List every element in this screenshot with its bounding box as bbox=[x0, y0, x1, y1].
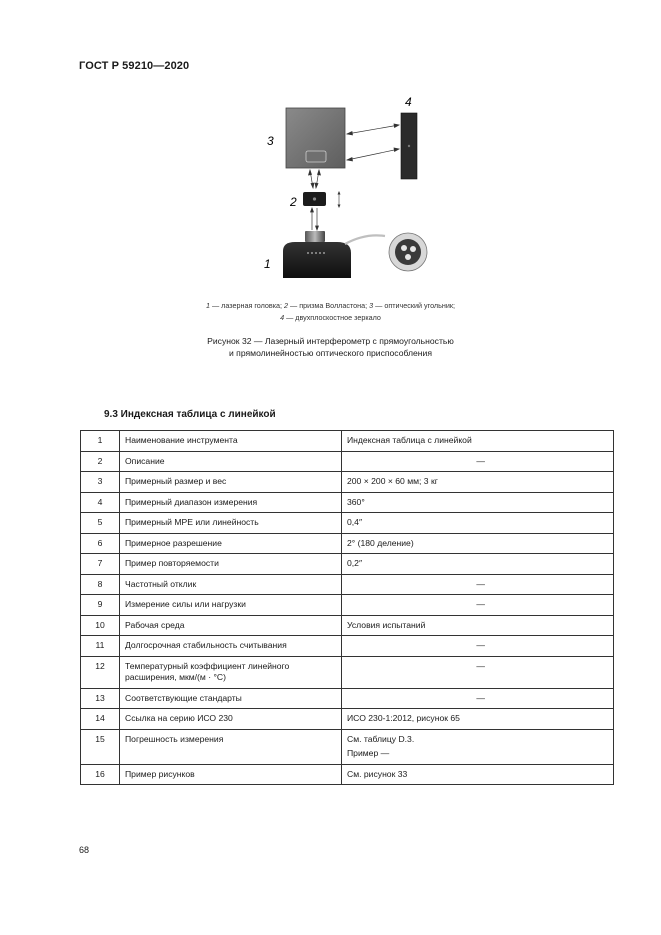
row-parameter: Соответствующие стандарты bbox=[120, 688, 342, 709]
row-value bbox=[342, 431, 614, 452]
table-row bbox=[81, 656, 614, 688]
table-row bbox=[81, 636, 614, 657]
table-row bbox=[81, 451, 614, 472]
row-number: 6 bbox=[81, 533, 120, 554]
row-number: 9 bbox=[81, 595, 120, 616]
row-number: 7 bbox=[81, 554, 120, 575]
row-value-text: — bbox=[476, 578, 485, 589]
row-number: 14 bbox=[81, 709, 120, 730]
table-row bbox=[81, 688, 614, 709]
row-value-text: 0,4″ bbox=[347, 517, 362, 527]
row-value-text: — bbox=[476, 660, 485, 671]
table-row bbox=[81, 764, 614, 785]
figure-label-1: 1 bbox=[264, 257, 271, 271]
row-parameter: Примерный размер и вес bbox=[120, 472, 342, 493]
row-value bbox=[342, 636, 614, 657]
row-value bbox=[342, 472, 614, 493]
table-row bbox=[81, 431, 614, 452]
interferometer-figure bbox=[255, 88, 455, 288]
connector-detail bbox=[389, 233, 427, 271]
table-row bbox=[81, 729, 614, 764]
row-value bbox=[342, 729, 614, 764]
table-row bbox=[81, 595, 614, 616]
row-parameter: Погрешность измерения bbox=[120, 729, 342, 764]
caption-line-2: и прямолинейностью оптического приспособления bbox=[228, 348, 433, 358]
row-value-text: Условия испытаний bbox=[347, 619, 426, 630]
row-number: 4 bbox=[81, 492, 120, 513]
row-number: 1 bbox=[81, 431, 120, 452]
table-row bbox=[81, 709, 614, 730]
row-parameter: Рабочая среда bbox=[120, 615, 342, 636]
page-number: 68 bbox=[79, 845, 90, 855]
row-number: 16 bbox=[81, 764, 120, 785]
row-parameter: Долгосрочная стабильность считывания bbox=[120, 636, 342, 657]
row-value-text: См. рисунок 33 bbox=[347, 768, 408, 779]
row-value-text: — bbox=[476, 599, 485, 609]
wollaston-prism-unit bbox=[303, 191, 341, 208]
row-number: 5 bbox=[81, 513, 120, 534]
row-parameter: Примерный диапазон измерения bbox=[120, 492, 342, 513]
row-value-text: 2° (180 деление) bbox=[347, 537, 414, 548]
row-value-text: 200 × 200 × 60 мм; 3 кг bbox=[347, 476, 438, 486]
row-value-text: — bbox=[476, 640, 485, 650]
row-value bbox=[342, 574, 614, 595]
figure-label-4: 4 bbox=[405, 95, 412, 109]
row-value bbox=[342, 764, 614, 785]
table-row bbox=[81, 554, 614, 575]
row-parameter: Пример повторяемости bbox=[120, 554, 342, 575]
row-parameter: Примерное разрешение bbox=[120, 533, 342, 554]
row-value bbox=[342, 451, 614, 472]
figure-caption bbox=[80, 335, 581, 359]
row-parameter: Наименование инструмента bbox=[120, 431, 342, 452]
row-number: 8 bbox=[81, 574, 120, 595]
plane-mirror-unit bbox=[401, 113, 417, 179]
figure-legend bbox=[80, 300, 581, 324]
figure-label-3: 3 bbox=[267, 134, 274, 148]
row-value bbox=[342, 513, 614, 534]
row-value bbox=[342, 709, 614, 730]
row-value bbox=[342, 554, 614, 575]
document-header: ГОСТ Р 59210—2020 bbox=[79, 60, 190, 72]
table-row bbox=[81, 615, 614, 636]
row-number: 12 bbox=[81, 656, 120, 688]
row-value-text-2: Пример — bbox=[347, 748, 390, 758]
row-value-text: 360° bbox=[347, 496, 365, 507]
row-value-text: — bbox=[476, 692, 485, 703]
table-row bbox=[81, 513, 614, 534]
row-parameter: Температурный коэффициент линейного расширения, мкм/(м · °С) bbox=[120, 656, 342, 688]
row-value bbox=[342, 615, 614, 636]
table-row bbox=[81, 574, 614, 595]
caption-line-1: Рисунок 32 — Лазерный интерферометр с прямоугольностью bbox=[207, 336, 454, 346]
legend-line-2: 4 — двухплоскостное зеркало bbox=[280, 313, 381, 322]
row-parameter: Примерный MPE или линейность bbox=[120, 513, 342, 534]
spec-table bbox=[80, 430, 614, 785]
row-value bbox=[342, 656, 614, 688]
row-value-text: 0,2″ bbox=[347, 558, 362, 568]
row-parameter: Ссылка на серию ИСО 230 bbox=[120, 709, 342, 730]
row-parameter: Описание bbox=[120, 451, 342, 472]
beam-arrows-head bbox=[311, 208, 319, 230]
figure-label-2: 2 bbox=[290, 195, 297, 209]
row-value-text: ИСО 230-1:2012, рисунок 65 bbox=[347, 713, 460, 723]
row-value bbox=[342, 492, 614, 513]
row-number: 10 bbox=[81, 615, 120, 636]
row-number: 11 bbox=[81, 636, 120, 657]
legend-line-1: 1 — лазерная головка; 2 — призма Волластона; 3 — оптический угольник; bbox=[205, 301, 455, 310]
beam-arrows-horizontal bbox=[347, 124, 399, 161]
row-parameter: Пример рисунков bbox=[120, 764, 342, 785]
row-number: 3 bbox=[81, 472, 120, 493]
optical-square-unit bbox=[286, 108, 345, 168]
table-row bbox=[81, 472, 614, 493]
row-value bbox=[342, 688, 614, 709]
beam-arrows-vertical bbox=[309, 170, 321, 188]
row-number: 13 bbox=[81, 688, 120, 709]
row-number: 2 bbox=[81, 451, 120, 472]
row-value bbox=[342, 595, 614, 616]
table-row bbox=[81, 492, 614, 513]
row-value-text: — bbox=[476, 455, 485, 466]
row-value-text: См. таблицу D.3. bbox=[347, 733, 415, 744]
row-value bbox=[342, 533, 614, 554]
row-number: 15 bbox=[81, 729, 120, 764]
row-parameter: Частотный отклик bbox=[120, 574, 342, 595]
table-row bbox=[81, 533, 614, 554]
section-title: 9.3 Индексная таблица с линейкой bbox=[104, 409, 276, 420]
laser-head-unit bbox=[283, 231, 385, 278]
row-value-text: Индексная таблица с линейкой bbox=[347, 435, 472, 445]
row-parameter: Измерение силы или нагрузки bbox=[120, 595, 342, 616]
